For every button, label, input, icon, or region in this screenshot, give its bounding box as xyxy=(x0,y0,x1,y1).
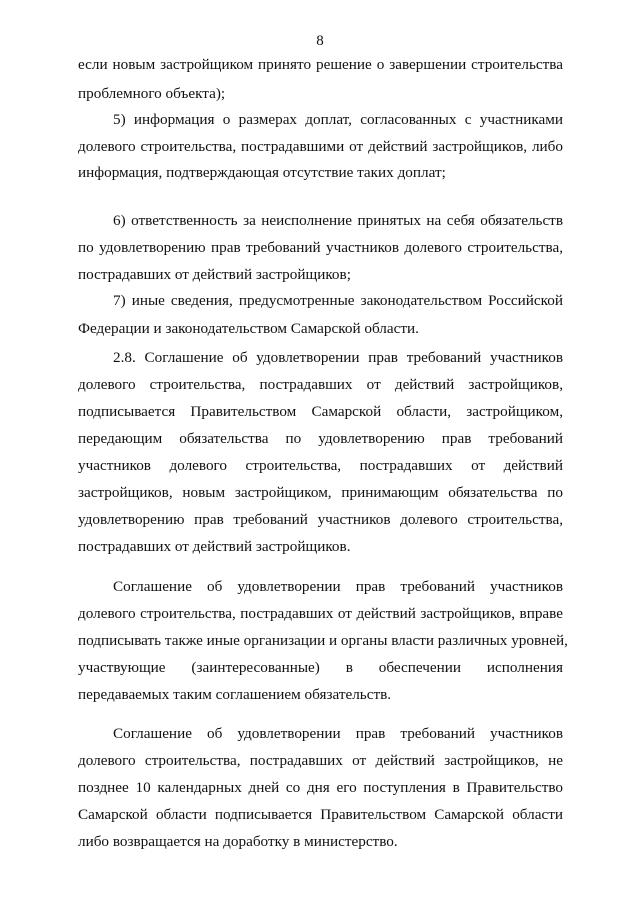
text-line: 2.8. Соглашение об удовлетворении прав требований участников xyxy=(113,349,563,366)
text-line: долевого строительства, пострадавшими от действий застройщиков, либо xyxy=(78,138,563,155)
text-line: долевого строительства, пострадавших от действий застройщиков, xyxy=(78,376,563,393)
text-line: Самарской области подписывается Правительством Самарской области xyxy=(78,806,563,823)
text-line: либо возвращается на доработку в министерство. xyxy=(78,833,398,850)
text-line: передающим обязательства по удовлетворению прав требований xyxy=(78,430,563,447)
text-line: 7) иные сведения, предусмотренные законодательством Российской xyxy=(113,292,563,309)
text-line: информация, подтверждающая отсутствие таких доплат; xyxy=(78,164,446,181)
text-line: участвующие (заинтересованные) в обеспечении исполнения xyxy=(78,659,563,676)
text-line: участников долевого строительства, пострадавших от действий xyxy=(78,457,563,474)
text-line: проблемного объекта); xyxy=(78,85,226,102)
text-line: позднее 10 календарных дней со дня его поступления в Правительство xyxy=(78,779,563,796)
text-line: пострадавших от действий застройщиков; xyxy=(78,266,351,283)
text-line: по удовлетворению прав требований участников долевого строительства, xyxy=(78,239,563,256)
text-line: 5) информация о размерах доплат, согласованных с участниками xyxy=(113,111,563,128)
text-line: подписывать также иные организации и органы власти различных уровней, xyxy=(78,632,568,649)
text-line: 6) ответственность за неисполнение принятых на себя обязательств xyxy=(113,212,563,229)
text-line: Федерации и законодательством Самарской области. xyxy=(78,320,419,337)
text-line: застройщиков, новым застройщиком, принимающим обязательства по xyxy=(78,484,563,501)
page-number: 8 xyxy=(316,33,324,49)
text-line: передаваемых таким соглашением обязательств. xyxy=(78,686,392,703)
text-line: пострадавших от действий застройщиков. xyxy=(78,538,351,555)
text-line: подписывается Правительством Самарской области, застройщиком, xyxy=(78,403,563,420)
text-line: долевого строительства, пострадавших от действий застройщиков, не xyxy=(78,752,563,769)
text-line: Соглашение об удовлетворении прав требований участников xyxy=(113,578,563,595)
text-line: если новым застройщиком принято решение о завершении строительства xyxy=(78,56,563,73)
text-line: удовлетворению прав требований участников долевого строительства, xyxy=(78,511,563,528)
text-line: долевого строительства, пострадавших от действий застройщиков, вправе xyxy=(78,605,563,622)
text-line: Соглашение об удовлетворении прав требований участников xyxy=(113,725,563,742)
